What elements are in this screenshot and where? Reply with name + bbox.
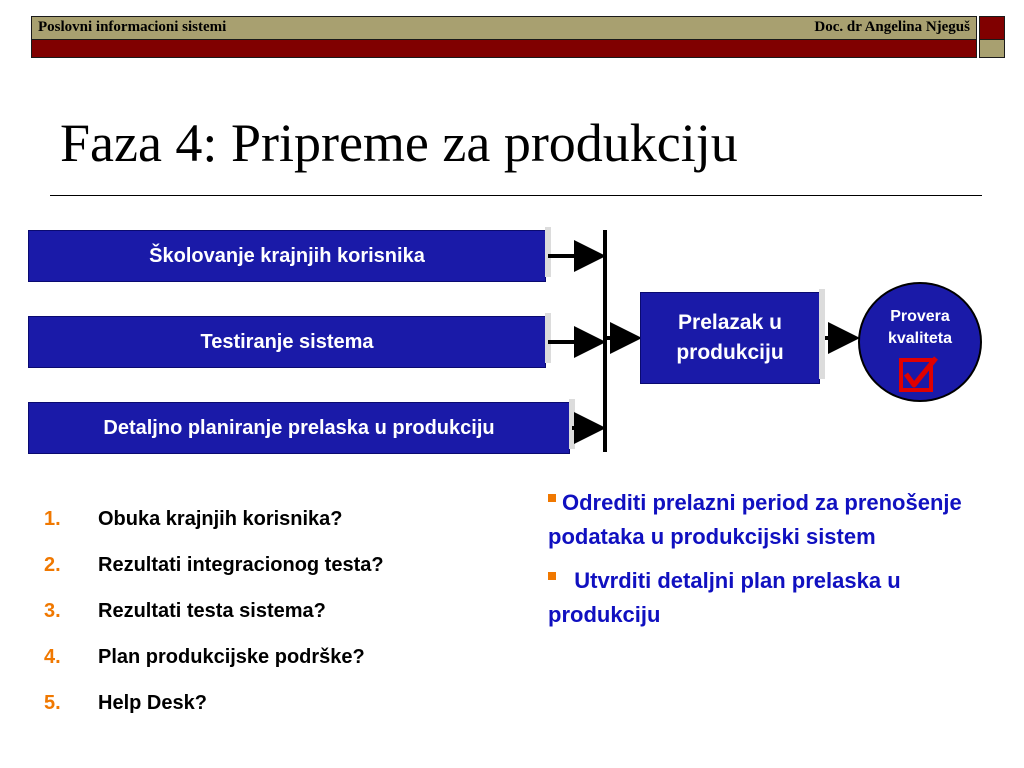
bullet-list — [548, 486, 998, 642]
list-text: Obuka krajnjih korisnika? — [98, 508, 343, 530]
bullet-text: Odrediti prelazni period za prenošenje podataka u produkcijski sistem — [548, 490, 962, 549]
list-text: Plan produkcijske podrške? — [98, 646, 365, 668]
target-box-production — [640, 292, 820, 384]
author-name: Doc. dr Angelina Njeguš — [814, 19, 970, 35]
course-name: Poslovni informacioni sistemi — [38, 19, 227, 35]
checkbox-icon — [898, 355, 940, 395]
list-number: 2. — [44, 554, 61, 576]
bullet-square-icon — [548, 572, 556, 580]
bullet-item — [548, 564, 998, 632]
input-box-planning-label: Detaljno planiranje prelaska u produkciju — [103, 416, 495, 439]
input-box-training-label: Školovanje krajnjih korisnika — [149, 244, 425, 267]
list-number: 5. — [44, 692, 61, 714]
quality-label — [858, 306, 982, 350]
quality-line-2: kvaliteta — [887, 330, 953, 347]
bullet-square-icon — [548, 494, 556, 502]
list-text: Rezultati testa sistema? — [98, 600, 326, 622]
list-number: 1. — [44, 508, 61, 530]
slide-title: Faza 4: Pripreme za produkciju — [60, 113, 738, 173]
target-line-1: Prelazak u — [678, 311, 782, 334]
list-text: Help Desk? — [98, 692, 207, 714]
target-line-2: produkciju — [676, 341, 784, 364]
list-text: Rezultati integracionog testa? — [98, 554, 384, 576]
bullet-item — [548, 486, 998, 554]
list-number: 4. — [44, 646, 61, 668]
bullet-text: Utvrditi detaljni plan prelaska u produkciju — [548, 568, 901, 627]
list-number: 3. — [44, 600, 61, 622]
merge-bar — [603, 230, 607, 452]
input-box-testing-label: Testiranje sistema — [200, 330, 374, 353]
quality-line-1: Provera — [890, 308, 950, 325]
